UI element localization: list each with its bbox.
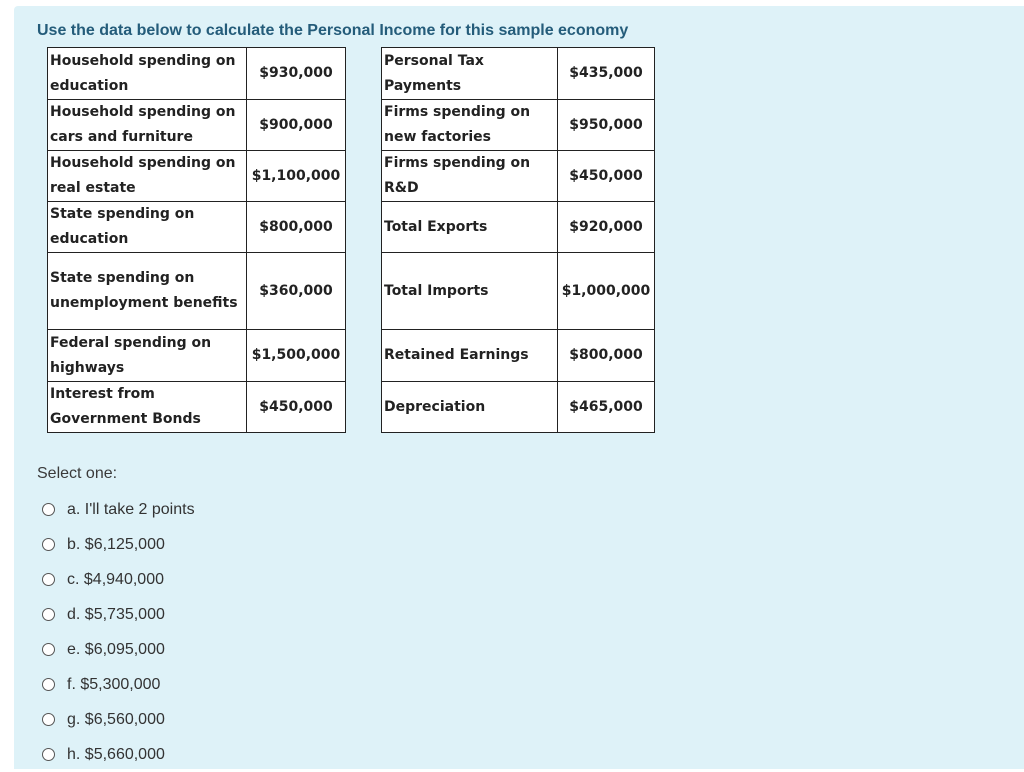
radio-button-f[interactable]: [42, 678, 55, 691]
radio-button-b[interactable]: [42, 538, 55, 551]
answer-option-d[interactable]: [42, 597, 195, 632]
question-text: Use the data below to calculate the Personal Income for this sample economy: [37, 22, 629, 39]
table-cell-value: $450,000: [247, 382, 346, 433]
option-text: $6,125,000: [84, 535, 165, 553]
table-row: [48, 330, 346, 382]
table-row: [382, 382, 655, 433]
table-cell-value: $800,000: [558, 330, 655, 382]
option-letter: d.: [67, 605, 81, 623]
table-row: [48, 151, 346, 202]
option-text: $5,300,000: [80, 675, 161, 693]
select-one-label: Select one:: [37, 465, 118, 482]
option-text: $6,560,000: [84, 710, 165, 728]
radio-button-c[interactable]: [42, 573, 55, 586]
radio-button-g[interactable]: [42, 713, 55, 726]
table-cell-label: Firms spending on R&D: [382, 151, 558, 202]
table-cell-value: $360,000: [247, 253, 346, 330]
answer-option-g[interactable]: [42, 702, 195, 737]
option-text: I'll take 2 points: [84, 500, 195, 518]
table-row: [382, 330, 655, 382]
table-cell-label: Household spending on real estate: [48, 151, 247, 202]
table-row: [48, 48, 346, 100]
table-cell-value: $435,000: [558, 48, 655, 100]
table-cell-label: Household spending on education: [48, 48, 247, 100]
table-cell-value: $465,000: [558, 382, 655, 433]
table-cell-value: $1,500,000: [247, 330, 346, 382]
left-data-table: [47, 47, 346, 433]
option-letter: g.: [67, 710, 81, 728]
option-text: $4,940,000: [83, 570, 164, 588]
option-letter: h.: [67, 745, 81, 763]
table-cell-label: Retained Earnings: [382, 330, 558, 382]
right-data-table: [381, 47, 655, 433]
table-cell-label: Personal Tax Payments: [382, 48, 558, 100]
table-row: [382, 48, 655, 100]
answer-option-h[interactable]: [42, 737, 195, 772]
table-cell-label: Firms spending on new factories: [382, 100, 558, 151]
table-row: [382, 202, 655, 253]
radio-button-h[interactable]: [42, 748, 55, 761]
option-letter: e.: [67, 640, 81, 658]
table-row: [48, 202, 346, 253]
radio-button-e[interactable]: [42, 643, 55, 656]
radio-button-d[interactable]: [42, 608, 55, 621]
table-row: [48, 382, 346, 433]
table-cell-value: $930,000: [247, 48, 346, 100]
answer-option-c[interactable]: [42, 562, 195, 597]
table-row: [382, 253, 655, 330]
option-letter: c.: [67, 570, 80, 588]
table-cell-label: State spending on education: [48, 202, 247, 253]
answer-options: [42, 492, 195, 772]
table-cell-value: $800,000: [247, 202, 346, 253]
table-cell-label: Depreciation: [382, 382, 558, 433]
table-row: [382, 151, 655, 202]
table-row: [48, 100, 346, 151]
table-row: [48, 253, 346, 330]
table-cell-label: Total Exports: [382, 202, 558, 253]
table-cell-label: Household spending on cars and furniture: [48, 100, 247, 151]
table-cell-label: Total Imports: [382, 253, 558, 330]
option-letter: b.: [67, 535, 81, 553]
answer-option-b[interactable]: [42, 527, 195, 562]
option-text: $5,660,000: [84, 745, 165, 763]
radio-button-a[interactable]: [42, 503, 55, 516]
table-cell-value: $900,000: [247, 100, 346, 151]
table-cell-value: $450,000: [558, 151, 655, 202]
option-text: $5,735,000: [84, 605, 165, 623]
table-cell-value: $1,000,000: [558, 253, 655, 330]
answer-option-a[interactable]: [42, 492, 195, 527]
answer-option-e[interactable]: [42, 632, 195, 667]
table-cell-label: Federal spending on highways: [48, 330, 247, 382]
option-letter: f.: [67, 675, 76, 693]
table-cell-value: $920,000: [558, 202, 655, 253]
table-row: [382, 100, 655, 151]
option-letter: a.: [67, 500, 81, 518]
table-cell-label: Interest from Government Bonds: [48, 382, 247, 433]
table-cell-value: $950,000: [558, 100, 655, 151]
table-cell-value: $1,100,000: [247, 151, 346, 202]
table-cell-label: State spending on unemployment benefits: [48, 253, 247, 330]
option-text: $6,095,000: [84, 640, 165, 658]
answer-option-f[interactable]: [42, 667, 195, 702]
